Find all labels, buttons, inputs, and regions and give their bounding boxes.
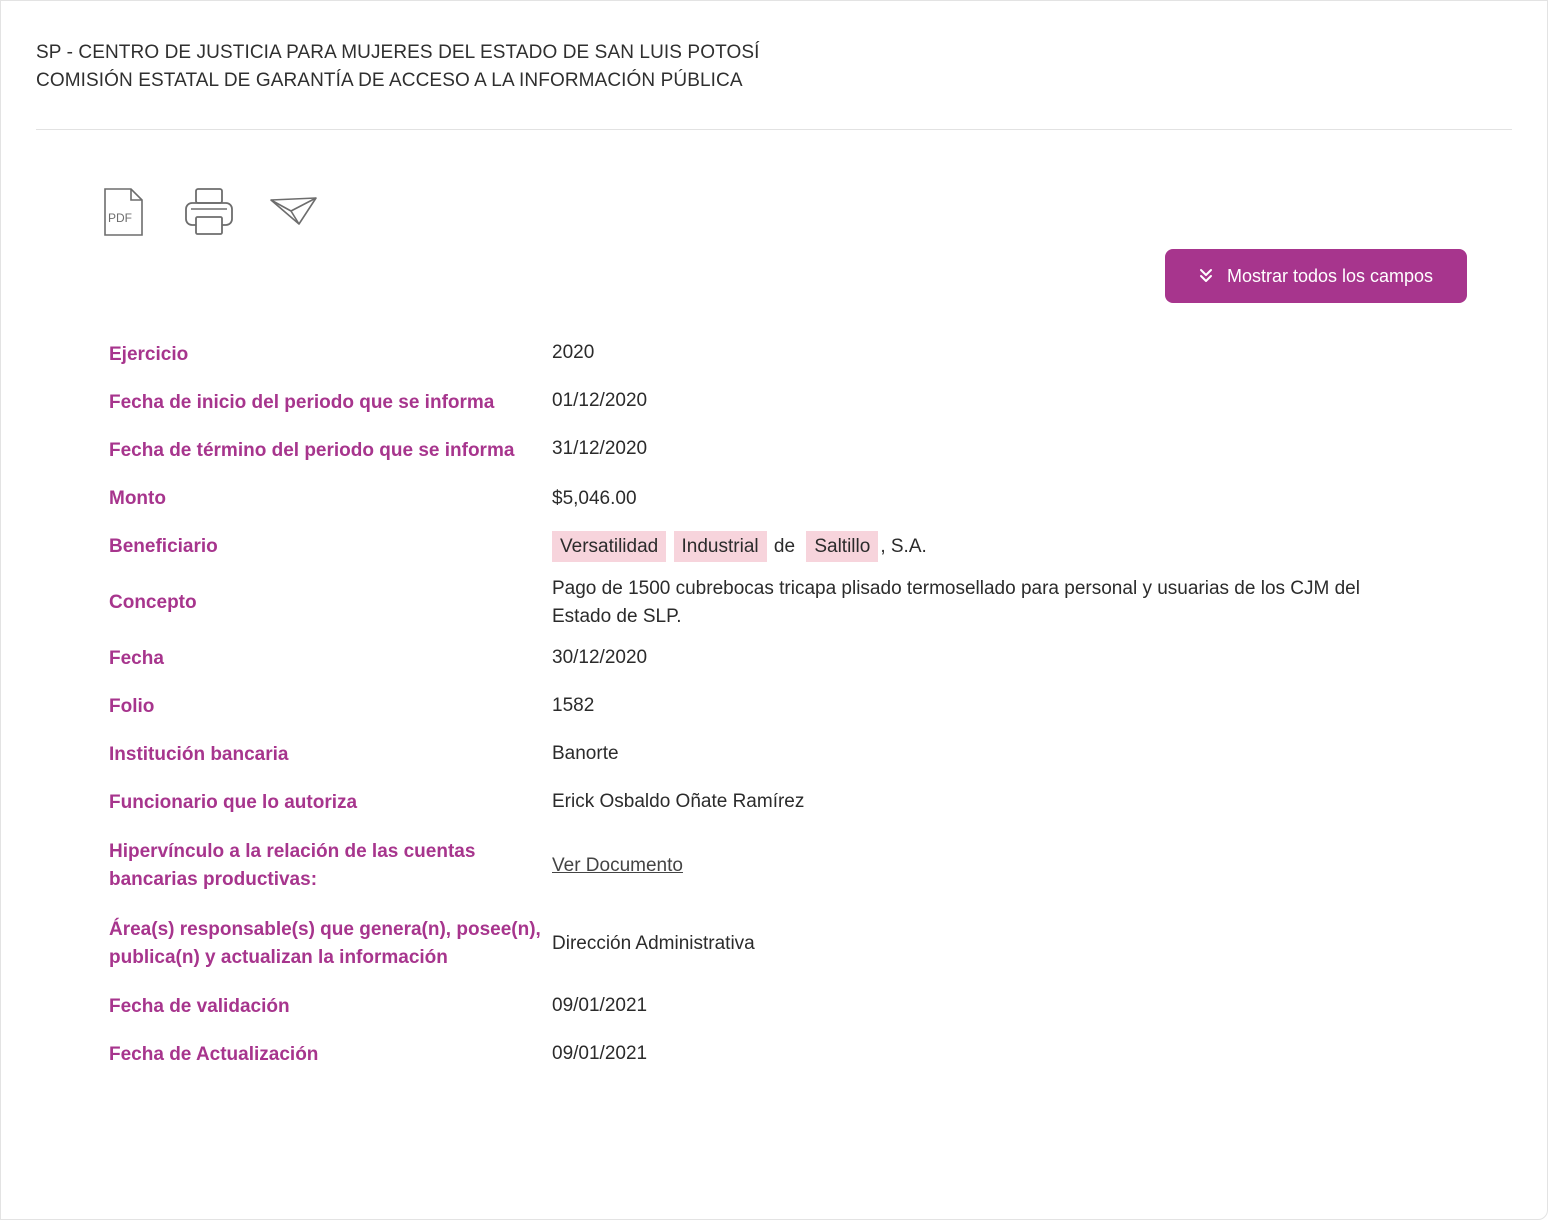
field-row-funcionario [109,779,1469,827]
field-label: Beneficiario [109,536,218,557]
field-row-fecha-inicio [109,379,1469,427]
show-all-fields-label: Mostrar todos los campos [1226,265,1434,286]
show-all-fields-button[interactable] [1165,249,1467,303]
paper-plane-icon[interactable] [269,191,319,241]
field-label-line: publica(n) y actualizan la información [109,947,448,968]
field-label-line: Hipervínculo a la relación de las cuentas [109,841,476,862]
field-row-ejercicio [109,331,1469,379]
fields-list [109,331,1469,1079]
field-label: Funcionario que lo autoriza [109,792,358,813]
field-row-fecha [109,635,1469,683]
field-label [109,916,552,972]
highlighted-term: Saltillo [806,531,878,562]
field-value-link-wrap [552,852,1469,880]
highlighted-term: Industrial [674,531,767,562]
highlighted-term: Versatilidad [552,531,666,562]
field-label: Institución bancaria [109,744,289,765]
field-value: Dirección Administrativa [552,933,755,954]
field-label: Fecha de inicio del periodo que se informa [109,392,495,413]
header-institution: COMISIÓN ESTATAL DE GARANTÍA DE ACCESO A LA INFORMACIÓN PÚBLICA [36,70,743,91]
field-label: Fecha de término del periodo que se informa [109,440,515,461]
field-value: Pago de 1500 cubrebocas tricapa plisado termosellado para personal y usuarias de los CJM del Estado de SLP. [552,578,1360,627]
field-row-monto [109,475,1469,523]
field-value: 09/01/2021 [552,1043,648,1064]
chevrons-down-icon [1199,268,1213,284]
field-label: Fecha de validación [109,996,290,1017]
field-value: Erick Osbaldo Oñate Ramírez [552,791,805,812]
header-subject: SP - CENTRO DE JUSTICIA PARA MUJERES DEL ESTADO DE SAN LUIS POTOSÍ [36,42,760,63]
field-label: Fecha de Actualización [109,1044,319,1065]
field-row-concepto [109,571,1469,635]
field-row-fecha-validacion [109,983,1469,1031]
plain-term: de [773,536,796,557]
field-row-fecha-actualizacion [109,1031,1469,1079]
page-header [36,39,759,95]
field-label-line: Área(s) responsable(s) que genera(n), posee(n), [109,919,541,940]
plain-term: , S.A. [880,536,927,557]
printer-icon[interactable] [183,186,233,236]
field-value: 09/01/2021 [552,995,648,1016]
field-value: Banorte [552,743,619,764]
field-value: 31/12/2020 [552,438,648,459]
field-value: 01/12/2020 [552,390,648,411]
pdf-icon-text: PDF [108,211,132,225]
field-value: $5,046.00 [552,488,637,509]
field-row-hipervinculo [109,827,1469,905]
field-row-beneficiario [109,523,1469,571]
header-divider [36,129,1512,130]
field-label: Folio [109,696,155,717]
field-row-folio [109,683,1469,731]
field-label: Ejercicio [109,344,189,365]
field-label: Monto [109,488,166,509]
field-value: 1582 [552,695,595,716]
ver-documento-link[interactable]: Ver Documento [552,855,683,876]
field-value: 2020 [552,342,595,363]
field-label: Fecha [109,648,164,669]
field-label-line: bancarias productivas: [109,869,318,890]
field-value-beneficiario [552,533,1469,561]
field-row-fecha-termino [109,427,1469,475]
field-label: Concepto [109,592,197,613]
pdf-icon[interactable] [99,186,149,236]
field-value: 30/12/2020 [552,647,648,668]
field-row-institucion [109,731,1469,779]
field-row-area [109,905,1469,983]
field-label [109,838,552,894]
